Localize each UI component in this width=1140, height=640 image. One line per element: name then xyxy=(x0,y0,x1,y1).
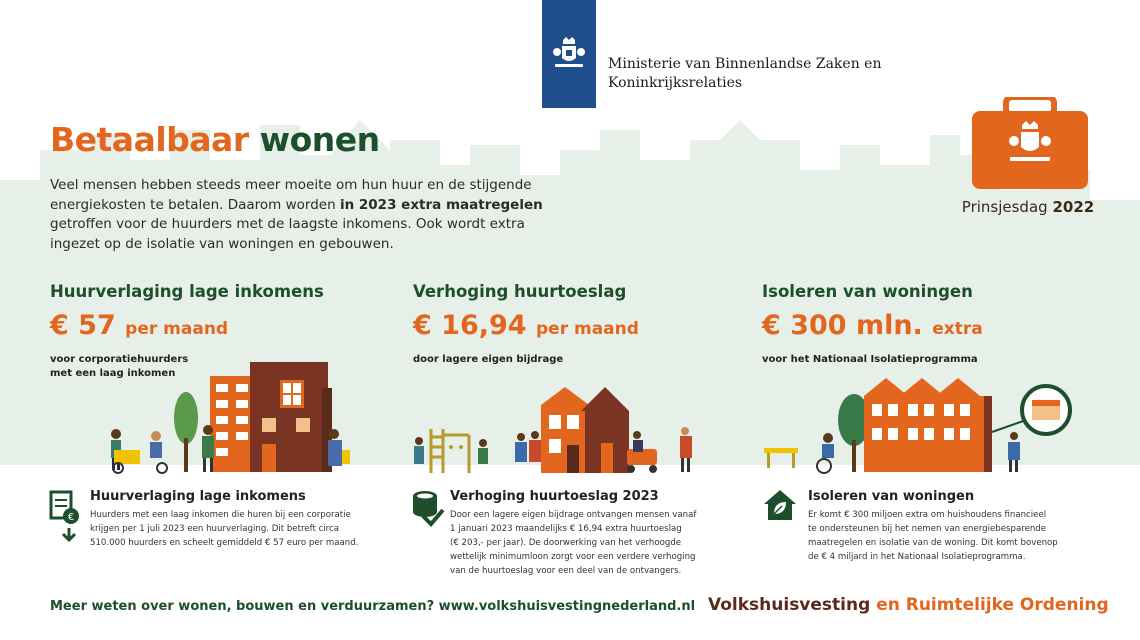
column-2-heading: Verhoging huurtoeslag xyxy=(413,282,627,301)
ministry-line-1: Ministerie van Binnenlandse Zaken en xyxy=(608,56,882,72)
intro-text-2: getroffen voor de huurders met de laagste inkomens. Ook wordt extra ingezet op de isolatie van woningen en gebouwen. xyxy=(50,216,525,252)
document-euro-icon xyxy=(49,490,81,544)
info-2-line-4: wettelijk minimumloon zorgt voor een verdere verhoging xyxy=(450,552,696,562)
intro-text xyxy=(50,176,570,254)
column-1-amount xyxy=(50,310,228,341)
coins-check-icon xyxy=(411,488,445,528)
footer-brand xyxy=(708,595,1109,615)
footer-brand-part-1: Volkshuisvesting xyxy=(708,595,871,615)
column-3-amount-value: € 300 mln. xyxy=(762,310,923,341)
info-2-line-3: (€ 203,- per jaar). De doorwerking van het verhoogde xyxy=(450,538,682,548)
info-2-heading: Verhoging huurtoeslag 2023 xyxy=(450,489,659,504)
column-3-subtext: voor het Nationaal Isolatieprogramma xyxy=(762,354,978,365)
info-3-line-3: maatregelen en isolatie van de woning. Dit komt bovenop xyxy=(808,538,1058,548)
footer-link[interactable]: Meer weten over wonen, bouwen en verduurzamen? www.volkshuisvestingnederland.nl xyxy=(50,599,696,614)
info-1-heading: Huurverlaging lage inkomens xyxy=(90,489,306,504)
svg-text:€: € xyxy=(67,512,75,523)
info-3-heading: Isoleren van woningen xyxy=(808,489,975,504)
briefcase-icon xyxy=(972,97,1088,189)
info-3-text xyxy=(808,508,1058,564)
column-1-subtext-line-1: voor corporatiehuurders xyxy=(50,354,189,365)
ministry-line-2: Koninkrijksrelaties xyxy=(608,75,743,91)
info-1-line-1: Huurders met een laag inkomen die huren bij een corporatie xyxy=(90,510,351,520)
info-1-text xyxy=(90,508,358,550)
column-3-amount xyxy=(762,310,983,341)
info-3-line-1: Er komt € 300 miljoen extra om huishoudens financieel xyxy=(808,510,1047,520)
info-2-line-5: van de huurtoeslag voor een deel van de ontvangers. xyxy=(450,566,682,576)
title-part-1: Betaalbaar xyxy=(50,120,249,159)
intro-text-1: Veel mensen hebben steeds meer moeite om hun huur en de stijgende energiekosten te betalen. Daarom worden xyxy=(50,177,532,213)
intro-bold: in 2023 extra maatregelen xyxy=(339,196,543,213)
column-1-subtext-line-2: met een laag inkomen xyxy=(50,368,176,379)
prinsjesdag-year: 2022 xyxy=(1052,198,1095,216)
info-2-line-2: 1 januari 2023 maandelijks € 16,94 extra huurtoeslag xyxy=(450,524,682,534)
column-2-amount xyxy=(413,310,639,341)
column-1-amount-value: € 57 xyxy=(50,310,116,341)
government-logo xyxy=(542,0,596,108)
info-1-line-3: 510.000 huurders en scheelt gemiddeld € 57 euro per maand. xyxy=(90,538,359,548)
info-3-line-2: te ondersteunen bij het nemen van energiebesparende xyxy=(808,524,1047,534)
illustration-insulated-houses xyxy=(760,376,1080,476)
footer-brand-part-2: en Ruimtelijke Ordening xyxy=(876,595,1109,615)
column-3-heading: Isoleren van woningen xyxy=(762,282,973,301)
page-title xyxy=(50,120,380,159)
info-2-line-1: Door een lagere eigen bijdrage ontvangen mensen vanaf xyxy=(450,510,697,520)
column-3-amount-unit: extra xyxy=(932,319,983,339)
prinsjesdag-text: Prinsjesdag xyxy=(961,198,1048,216)
illustration-houses xyxy=(405,385,705,475)
column-2-subtext: door lagere eigen bijdrage xyxy=(413,354,564,365)
info-2-text xyxy=(450,508,696,578)
illustration-apartments xyxy=(100,358,360,476)
column-2-amount-unit: per maand xyxy=(536,319,639,339)
prinsjesdag-label xyxy=(948,198,1108,216)
crest-icon xyxy=(549,34,589,74)
column-1-amount-unit: per maand xyxy=(125,319,229,339)
title-part-2: wonen xyxy=(259,120,380,159)
column-2-amount-value: € 16,94 xyxy=(413,310,527,341)
ministry-name xyxy=(608,55,881,93)
info-3-line-4: de € 4 miljard in het Nationaal Isolatieprogramma. xyxy=(808,552,1026,562)
column-1-heading: Huurverlaging lage inkomens xyxy=(50,282,324,301)
house-leaf-icon xyxy=(762,488,798,522)
info-1-line-2: krijgen per 1 juli 2023 een huurverlaging. Dit betreft circa xyxy=(90,524,340,534)
